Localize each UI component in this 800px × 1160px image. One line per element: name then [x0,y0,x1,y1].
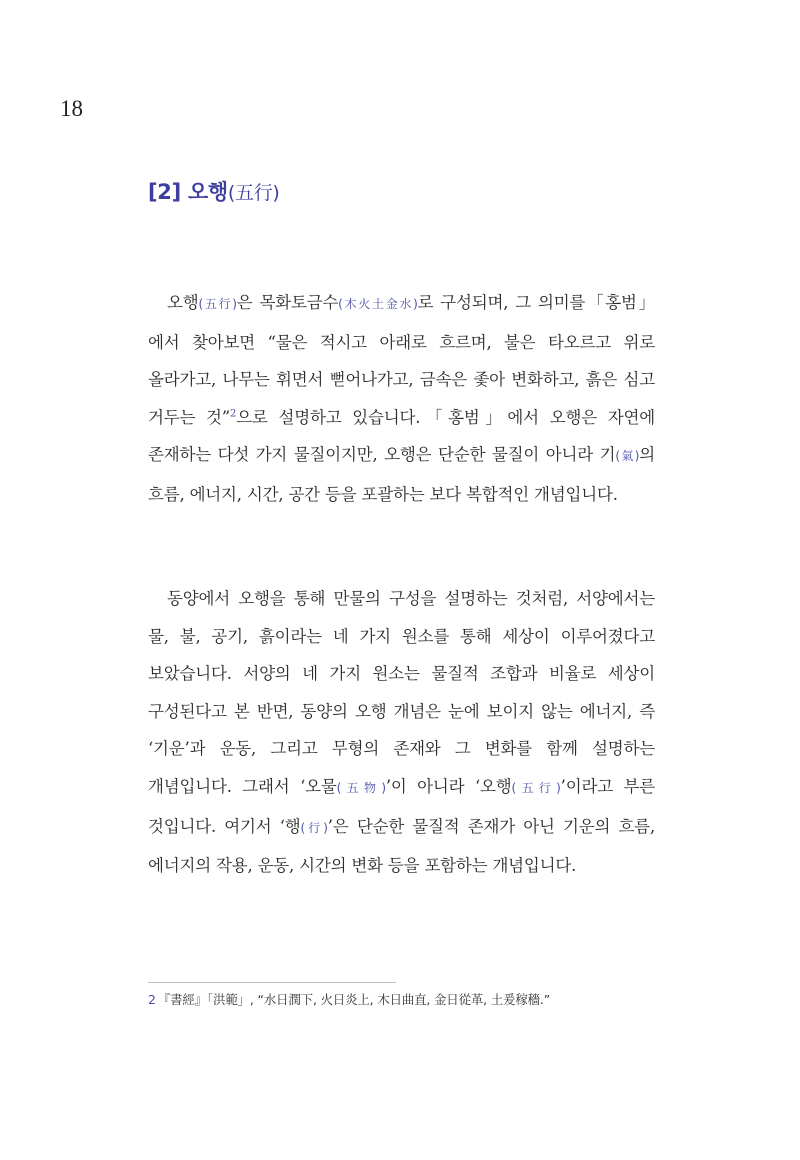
para1-text-2: 은 목화토금수 [236,293,339,312]
para1-text-4: 으로 설명하고 있습니다.「홍범」에서 오행은 자연에 존재하는 다섯 가지 물질이지만, 오행은 단순한 물질이 아니라 기 [148,407,655,465]
para2-hanja-2: (五行) [511,780,561,795]
para2-hanja-3: (行) [300,820,328,835]
para2-text-4: ’은 단순한 물질적 존재가 아닌 기운의 흐름, 에너지의 작용, 운동, 시간의 변화 등을 포함하는 개념입니다. [148,816,656,876]
page-number: 18 [60,96,83,121]
para2-text-3: ’이라고 부른 것입니다. 여기서 ‘행 [148,776,655,836]
para2-hanja-1: (五物) [336,780,386,795]
para1-text-1: 오행 [167,293,199,312]
para1-text-3: 로 구성되며, 그 의미를「홍범」에서 찾아보면 “물은 적시고 아래로 흐르며, 불은 타오르고 위로 올라가고, 나무는 휘면서 뻗어나가고, 금속은 좇아 변화하고, 흙은 심고 거두는 것” [148,293,655,427]
para1-text-5: 의 흐름, 에너지, 시간, 공간 등을 포괄하는 보다 복합적인 개념입니다. [148,445,655,504]
footnote-divider [148,982,396,983]
footnote-text: 『書經』「洪範」, “水日潤下, 火日炎上, 木日曲直, 金日從革, 土爰稼穡.” [157,992,550,1007]
section-heading-label: [2] 오행 [148,180,228,204]
para2-text-1: 동양에서 오행을 통해 만물의 구성을 설명하는 것처럼, 서양에서는 물, 불, 공기, 흙이라는 네 가지 원소를 통해 세상이 이루어졌다고 보았습니다. 서양의 네 가지 원소는 물질적 조합과 비율로 세상이 구성된다고 본 반면, 동양의 오행 개념은 눈에 보이지 않는 에너지, 즉 ‘기운’과 운동, 그리고 무형의 존재와 그 변화를 함께 설명하는 개념입니다. 그래서 ‘오물 [148,589,655,796]
footnote-reference[interactable]: 2 [230,408,237,420]
para1-hanja-3: (氣) [615,449,640,464]
footnote [148,990,550,1008]
section-heading-hanja: (五行) [227,182,280,204]
para1-hanja-2: (木火土金水) [338,297,418,311]
para2-text-2: ’이 아니라 ‘오행 [385,776,512,796]
section-heading [148,176,280,206]
paragraph-1 [148,284,655,514]
paragraph-2 [148,580,655,885]
para1-hanja-1: (五行) [198,297,237,311]
footnote-number: 2 [148,992,156,1007]
